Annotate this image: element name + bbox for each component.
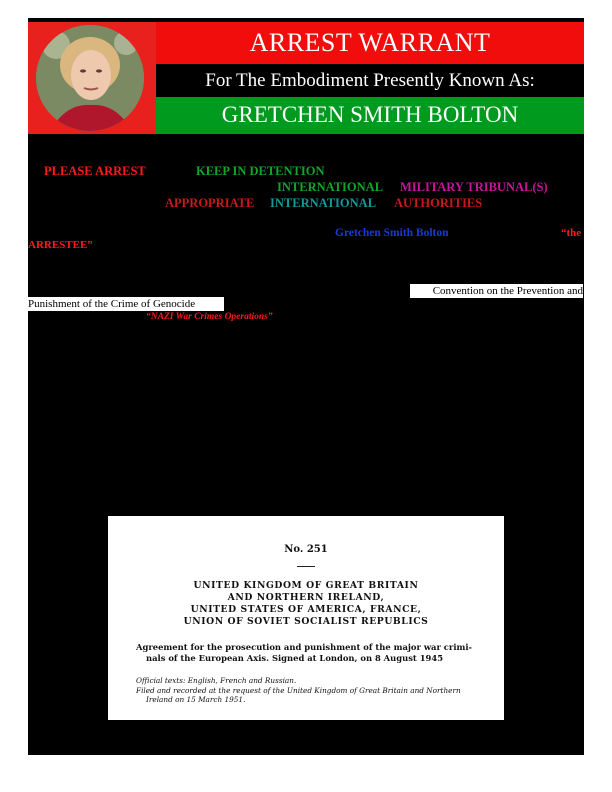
agreement-document-scan	[108, 516, 504, 720]
agreement-title	[136, 642, 476, 664]
international-2-text: INTERNATIONAL	[270, 196, 377, 210]
agreement-line-1: Agreement for the prosecution and punishment of the major war crimi-	[136, 642, 473, 652]
arrestee-name-text: Gretchen Smith Bolton	[335, 227, 449, 239]
warrant-title: ARREST WARRANT	[249, 28, 491, 57]
keep-in-detention-text: KEEP IN DETENTION	[196, 164, 325, 178]
party-line: UNITED KINGDOM OF GREAT BRITAIN	[193, 580, 419, 591]
official-texts-line: Official texts: English, French and Russian.	[136, 676, 297, 685]
photo-frame	[28, 22, 157, 134]
party-line: UNITED STATES OF AMERICA, FRANCE,	[190, 604, 422, 615]
filed-line-2: Ireland on 15 March 1951.	[146, 695, 246, 704]
agreement-line-2: nals of the European Axis. Signed at London, on 8 August 1945	[146, 653, 444, 663]
the-quote-text: “the	[561, 227, 582, 239]
military-tribunal-text: MILITARY TRIBUNAL(S)	[400, 180, 548, 194]
subject-name: GRETCHEN SMITH BOLTON	[221, 102, 519, 127]
nazi-operations-text: “NAZI War Crimes Operations”	[146, 312, 273, 322]
document-divider	[297, 566, 315, 567]
international-text: INTERNATIONAL	[277, 180, 384, 194]
subtitle-banner	[156, 64, 584, 97]
party-line: UNION OF SOVIET SOCIALIST REPUBLICS	[183, 616, 429, 627]
arrestee-label-text: ARRESTEE”	[28, 239, 93, 251]
please-arrest-text: PLEASE ARREST	[44, 164, 146, 178]
name-banner	[156, 97, 584, 134]
filed-line-1: Filed and recorded at the request of the United Kingdom of Great Britain and Northern	[136, 685, 461, 695]
portrait-image	[36, 25, 144, 131]
document-parties	[108, 580, 504, 628]
warrant-subtitle: For The Embodiment Presently Known As:	[205, 70, 535, 91]
subject-photo	[36, 25, 144, 131]
convention-line-1: Convention on the Prevention and	[410, 284, 583, 298]
convention-line-2: Punishment of the Crime of Genocide	[28, 297, 224, 311]
document-meta	[136, 676, 486, 705]
document-number: No. 251	[284, 544, 328, 555]
appropriate-text: APPROPRIATE	[165, 196, 255, 210]
party-line: AND NORTHERN IRELAND,	[227, 592, 385, 603]
authorities-text: AUTHORITIES	[394, 196, 483, 210]
warrant-header	[28, 22, 584, 134]
title-banner	[156, 22, 584, 64]
